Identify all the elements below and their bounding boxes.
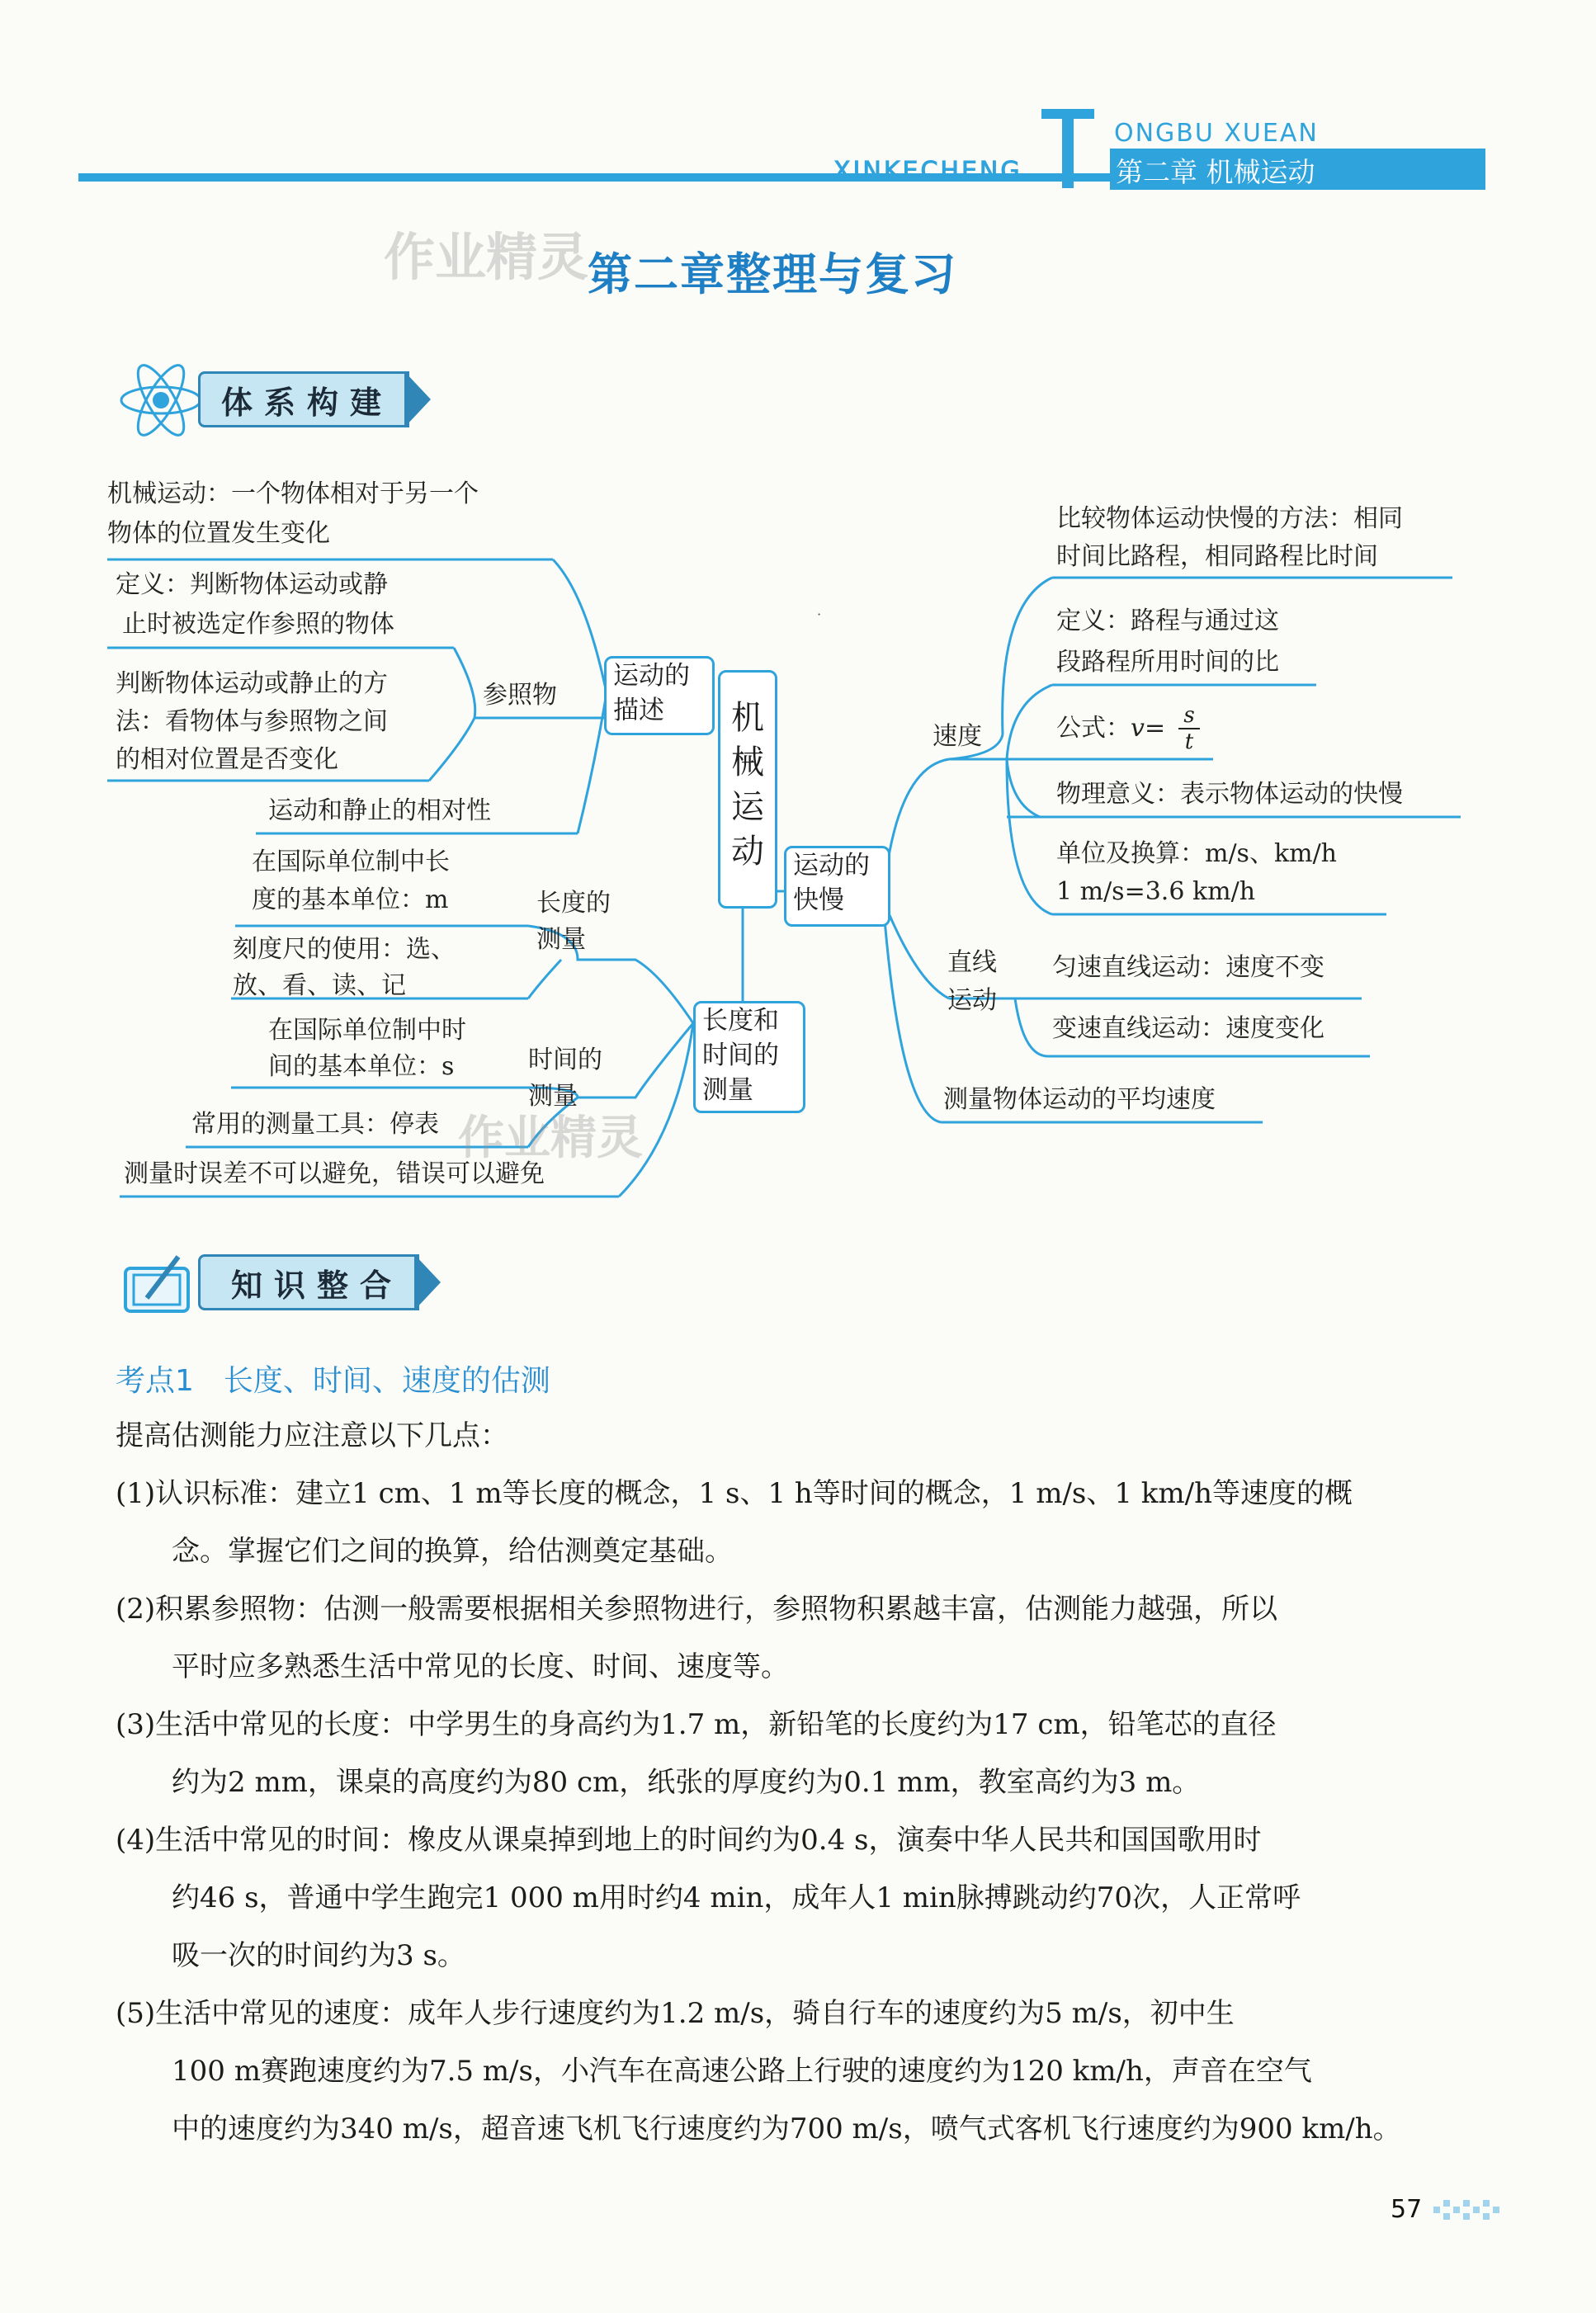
mm-reference-label: 参照物 <box>483 681 557 710</box>
mm-time-label: 时间的 <box>528 1046 602 1074</box>
mm-def-line: 机械运动：一个物体相对于另一个 <box>107 479 479 508</box>
mm-uniform: 匀速直线运动：速度不变 <box>1052 953 1324 982</box>
section-title-knowledge: 知识整合 <box>231 1267 404 1304</box>
formula-fraction <box>1178 703 1200 754</box>
mm-def-line: 物体的位置发生变化 <box>107 519 330 548</box>
mm-formula <box>1056 710 1165 748</box>
mm-time-unit: 在国际单位制中时 <box>268 1016 466 1045</box>
mindmap-center-label: 机械运动 <box>731 699 764 871</box>
item-line: 念。掌握它们之间的换算，给估测奠定基础。 <box>172 1535 733 1568</box>
formula-denominator: t <box>1184 729 1194 754</box>
tablet-pen-icon <box>122 1250 196 1316</box>
mm-time-label: 测量 <box>528 1082 578 1111</box>
node-label-line: 运动的 <box>793 851 870 880</box>
item-line: (1)认识标准：建立1 cm、1 m等长度的概念，1 s、1 h等时间的概念，1 m/s、1 km/h等速度的概 <box>116 1477 1353 1510</box>
badge-arrow <box>414 1254 441 1310</box>
mm-ref-def: 定义：判断物体运动或静 <box>116 570 388 599</box>
item-line: 约为2 mm，课桌的高度约为80 cm，纸张的厚度约为0.1 mm，教室高约为3 m。 <box>172 1766 1201 1799</box>
mm-ref-method: 的相对位置是否变化 <box>116 745 338 774</box>
item-line: 约46 s，普通中学生跑完1 000 m用时约4 min，成年人1 min脉搏跳动约70次，人正常呼 <box>172 1881 1301 1914</box>
mm-error: 测量时误差不可以避免，错误可以避免 <box>124 1159 545 1188</box>
mm-ruler: 放、看、读、记 <box>233 971 406 1000</box>
item-line: 100 m赛跑速度约为7.5 m/s，小汽车在高速公路上行驶的速度约为120 km/h，声音在空气 <box>172 2055 1312 2088</box>
mm-time-unit: 间的基本单位：s <box>268 1052 455 1081</box>
header-chapter: 第二章 机械运动 <box>1116 156 1315 188</box>
point-title: 考点1 长度、时间、速度的估测 <box>116 1364 550 1398</box>
mm-length-unit: 在国际单位制中长 <box>252 847 450 876</box>
node-label-line: 描述 <box>613 696 664 725</box>
formula-v: v= <box>1131 714 1166 743</box>
node-speed <box>784 846 890 927</box>
svg-text:·: · <box>817 607 822 622</box>
item-line: 吸一次的时间约为3 s。 <box>172 1939 465 1972</box>
mm-speed-label: 速度 <box>933 722 982 751</box>
item-line: (5)生活中常见的速度：成年人步行速度约为1.2 m/s，骑自行车的速度约为5 m/s，初中生 <box>116 1997 1235 2030</box>
mm-length-unit: 度的基本单位：m <box>252 885 449 914</box>
item-line: 平时应多熟悉生活中常见的长度、时间、速度等。 <box>172 1650 789 1683</box>
mm-length-label: 长度的 <box>536 889 611 918</box>
page-number: 57 <box>1391 2195 1423 2224</box>
formula-prefix: 公式： <box>1056 714 1131 743</box>
intro-text: 提高估测能力应注意以下几点： <box>116 1419 508 1452</box>
mm-speed-def: 段路程所用时间的比 <box>1056 648 1279 677</box>
mindmap-center-box <box>718 670 777 909</box>
mm-ref-def: 止时被选定作参照的物体 <box>122 610 394 639</box>
section-title-system: 体系构建 <box>221 384 394 421</box>
mm-variable: 变速直线运动：速度变化 <box>1052 1014 1324 1043</box>
mm-linear-label: 运动 <box>947 986 997 1015</box>
mm-unit: 1 m/s=3.6 km/h <box>1056 877 1256 906</box>
item-line: (4)生活中常见的时间：橡皮从课桌掉到地上的时间约为0.4 s，演奏中华人民共和国国歌用时 <box>116 1824 1262 1857</box>
header-left-text: XINKECHENG <box>833 157 1022 186</box>
mm-length-label: 测量 <box>536 925 586 954</box>
page-title: 第二章整理与复习 <box>588 248 957 300</box>
watermark-mid: 作业精灵 <box>458 1112 643 1165</box>
mm-linear-label: 直线 <box>947 948 997 977</box>
item-line: (3)生活中常见的长度：中学男生的身高约为1.7 m，新铅笔的长度约为17 cm，铅笔芯的直径 <box>116 1708 1277 1741</box>
mm-avg: 测量物体运动的平均速度 <box>943 1085 1216 1114</box>
mm-unit: 单位及换算：m/s、km/h <box>1056 839 1338 868</box>
node-label-line: 长度和 <box>702 1006 779 1036</box>
mm-relativity: 运动和静止的相对性 <box>268 796 491 825</box>
node-label-line: 时间的 <box>702 1041 779 1070</box>
mm-compare: 比较物体运动快慢的方法：相同 <box>1056 504 1403 533</box>
item-line: (2)积累参照物：估测一般需要根据相关参照物进行，参照物积累越丰富，估测能力越强，所以 <box>116 1593 1278 1626</box>
mm-tool: 常用的测量工具：停表 <box>191 1110 439 1139</box>
mm-speed-def: 定义：路程与通过这 <box>1056 607 1279 635</box>
node-label-line: 快慢 <box>793 885 844 915</box>
mm-ref-method: 法：看物体与参照物之间 <box>116 707 388 736</box>
header-top-text: ONGBU XUEAN <box>1114 119 1319 148</box>
node-motion-description <box>604 656 715 735</box>
node-label-line: 运动的 <box>613 661 690 691</box>
mm-ruler: 刻度尺的使用：选、 <box>233 935 456 964</box>
formula-numerator: s <box>1178 703 1200 729</box>
watermark-top: 作业精灵 <box>384 227 589 287</box>
node-length-time <box>693 1001 805 1113</box>
mm-ref-method: 判断物体运动或静止的方 <box>116 669 388 698</box>
node-label-line: 测量 <box>702 1075 753 1105</box>
page-ornament-icon <box>1432 2195 1502 2225</box>
mm-compare: 时间比路程，相同路程比时间 <box>1056 542 1378 571</box>
mm-meaning: 物理意义：表示物体运动的快慢 <box>1056 780 1403 809</box>
item-line: 中的速度约为340 m/s，超音速飞机飞行速度约为700 m/s，喷气式客机飞行速度约为900 km/h。 <box>172 2112 1401 2145</box>
